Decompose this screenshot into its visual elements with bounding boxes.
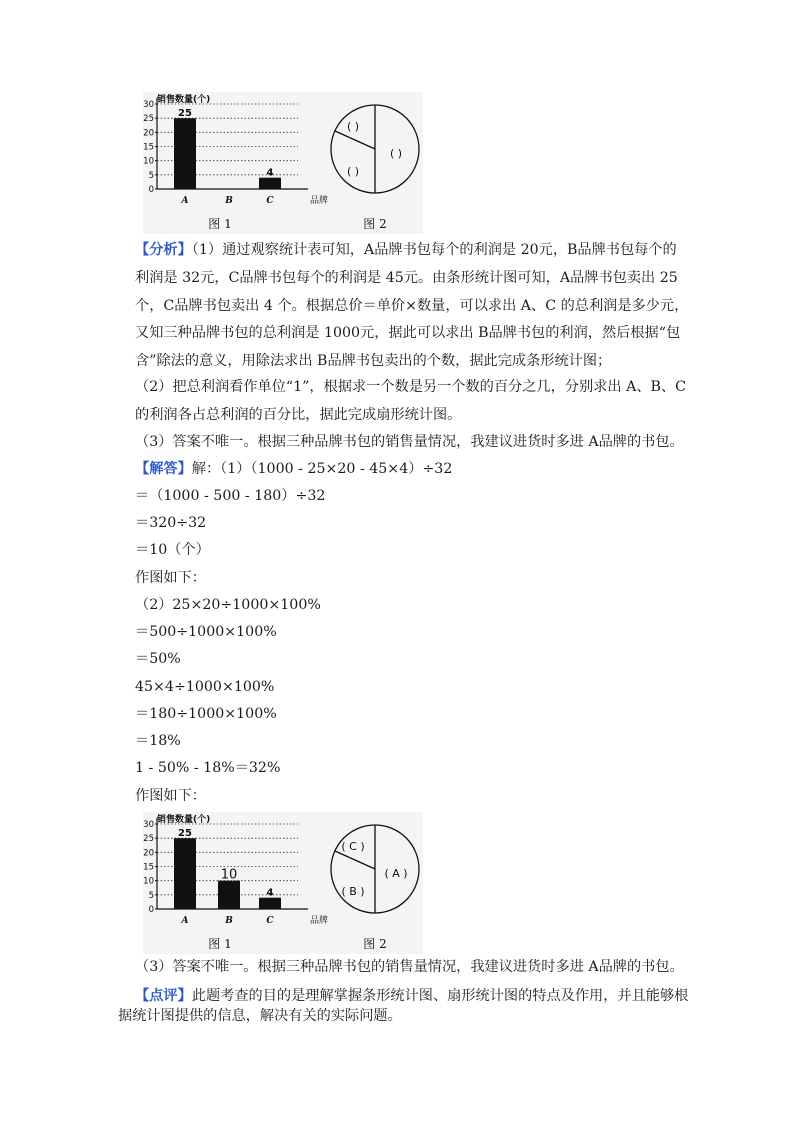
pie-slice-label: ( C ) xyxy=(341,840,365,853)
bar-B xyxy=(218,881,240,909)
answer-step: 45×4÷1000×100% xyxy=(135,679,275,695)
answer-step: ＝180÷1000×100% xyxy=(135,706,277,722)
analysis-line-8: （3）答案不唯一。根据三种品牌书包的销售量情况，我建议进货时多进 A品牌的书包。 xyxy=(135,434,684,450)
y-tick-label: 25 xyxy=(143,114,154,125)
y-tick-label: 5 xyxy=(148,170,154,181)
y-tick-label: 0 xyxy=(148,905,154,915)
answer-line-1: 【解答】解：（1）（1000 - 25×20 - 45×4）÷32 xyxy=(135,461,453,477)
y-tick-label: 20 xyxy=(143,848,154,859)
pie-slice-label: ( ) xyxy=(346,165,360,178)
pie-chart-caption: 图 2 xyxy=(363,217,387,231)
answer-step: ＝10（个） xyxy=(135,542,210,558)
y-tick-label: 15 xyxy=(143,862,154,873)
comment-line-2: 据统计图提供的信息，解决有关的实际问题。 xyxy=(118,1008,402,1024)
y-tick-label: 30 xyxy=(143,100,154,110)
pie-slice-label: ( ) xyxy=(346,120,360,133)
x-axis-label: 品牌 xyxy=(310,196,329,206)
y-tick-label: 0 xyxy=(148,185,154,195)
answer-step: ＝50% xyxy=(135,651,181,667)
bar-chart-caption: 图 1 xyxy=(208,937,232,951)
y-tick-label: 20 xyxy=(143,128,154,139)
bar-C xyxy=(259,898,281,909)
answer-step: ＝（1000 - 500 - 180）÷32 xyxy=(135,488,326,504)
y-axis-label: 销售数量(个) xyxy=(157,95,211,105)
answer-step: ＝500÷1000×100% xyxy=(135,624,277,640)
pie-chart-caption: 图 2 xyxy=(363,937,387,951)
answer-step: 作图如下： xyxy=(135,788,206,804)
pie-slice-label: ( B ) xyxy=(341,885,365,898)
comment-line-1: 【点评】此题考查的目的是理解掌握条形统计图、扇形统计图的特点及作用，并且能够根 xyxy=(135,988,689,1004)
x-tick-label: B xyxy=(225,196,233,206)
bar-value-label: 4 xyxy=(266,167,274,179)
analysis-tag: 【分析】 xyxy=(135,242,192,258)
x-tick-label: A xyxy=(181,196,189,206)
figure-1-svg xyxy=(143,92,423,234)
x-tick-label: B xyxy=(225,916,233,926)
comment-tag: 【点评】 xyxy=(135,988,192,1004)
pie-divider xyxy=(335,851,375,869)
bar-value-label: 25 xyxy=(178,828,192,840)
bar-A xyxy=(174,838,196,909)
answer-step: 作图如下： xyxy=(135,570,206,586)
pie-slice-label: ( A ) xyxy=(384,867,408,880)
bar-value-label: 10 xyxy=(220,867,238,883)
y-tick-label: 15 xyxy=(143,142,154,153)
y-tick-label: 10 xyxy=(143,876,154,887)
y-tick-label: 30 xyxy=(143,820,154,830)
analysis-line-6: （2）把总利润看作单位“1”，根据求一个数是另一个数的百分之几，分别求出 A、B、C xyxy=(135,379,686,395)
answer-tag: 【解答】 xyxy=(135,461,192,477)
answer-step: ＝320÷32 xyxy=(135,515,207,531)
bar-value-label: 25 xyxy=(178,108,192,120)
analysis-line-1: 【分析】（1）通过观察统计表可知，A品牌书包每个的利润是 20元，B品牌书包每个的 xyxy=(135,242,677,258)
bar-chart-caption: 图 1 xyxy=(208,217,232,231)
answer-final-line: （3）答案不唯一。根据三种品牌书包的销售量情况，我建议进货时多进 A品牌的书包。 xyxy=(135,959,684,975)
bar-C xyxy=(259,178,281,189)
y-tick-label: 10 xyxy=(143,156,154,167)
pie-slice-label: ( ) xyxy=(389,147,403,160)
y-tick-label: 25 xyxy=(143,834,154,845)
analysis-line-7: 的利润各占总利润的百分比，据此完成扇形统计图。 xyxy=(135,407,462,423)
x-tick-label: A xyxy=(181,916,189,926)
y-axis-label: 销售数量(个) xyxy=(157,815,211,825)
y-tick-label: 5 xyxy=(148,890,154,901)
answer-step: 1 - 50% - 18%＝32% xyxy=(135,760,281,776)
bar-A xyxy=(174,118,196,189)
figure-block-2 xyxy=(143,812,423,954)
x-tick-label: C xyxy=(266,196,274,206)
figure-2-svg xyxy=(143,812,423,954)
figure-block-1 xyxy=(143,92,423,234)
analysis-line-4: 又知三种品牌书包的总利润是 1000元，据此可以求出 B品牌书包的利润，然后根据“包 xyxy=(135,325,681,341)
x-axis-label: 品牌 xyxy=(310,916,329,926)
answer-step: ＝18% xyxy=(135,733,181,749)
analysis-line-5: 含”除法的意义，用除法求出 B品牌书包卖出的个数，据此完成条形统计图； xyxy=(135,353,612,369)
answer-step: （2）25×20÷1000×100% xyxy=(135,597,321,613)
bar-value-label: 4 xyxy=(266,887,274,899)
analysis-line-3: 个，C品牌书包卖出 4 个。根据总价＝单价×数量，可以求出 A、C 的总利润是多少元， xyxy=(135,298,689,314)
analysis-line-2: 利润是 32元，C品牌书包每个的利润是 45元。由条形统计图可知，A品牌书包卖出 25 xyxy=(135,270,678,286)
x-tick-label: C xyxy=(266,916,274,926)
pie-divider xyxy=(335,131,375,149)
